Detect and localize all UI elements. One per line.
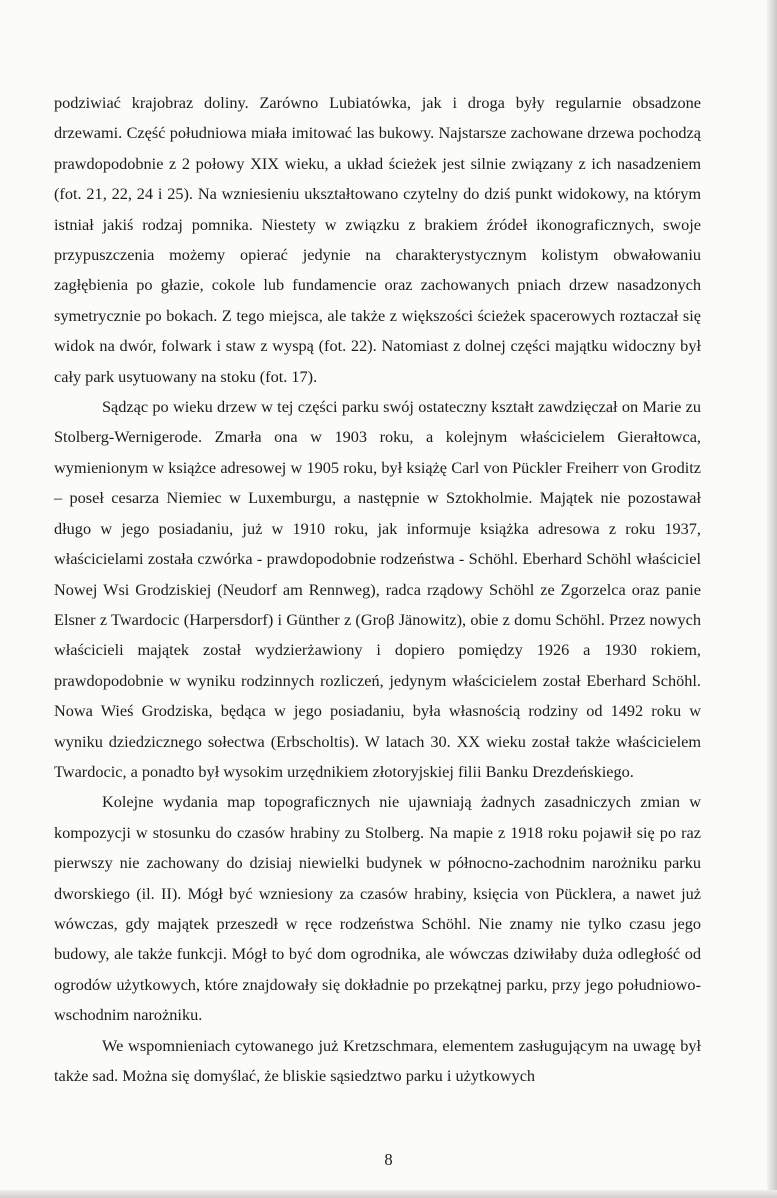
- paragraph-3: Kolejne wydania map topograficznych nie ujawniają żadnych zasadniczych zmian w kompozycji w stosunku do czasów hrabiny zu Stolberg. Na mapie z 1918 roku pojawił się po raz pierwszy nie zachowany do dzisiaj niewielki budynek w północno-zachodnim narożniku parku dworskiego (il. II). Mógł być wzniesiony za czasów hrabiny, księcia von Pücklera, a nawet już wówczas, gdy majątek przeszedł w ręce rodzeństwa Schöhl. Nie znamy nie tylko czasu jego budowy, ale także funkcji. Mógł to być dom ogrodnika, ale wówczas dziwiłaby duża odległość od ogrodów użytkowych, które znajdowały się dokładnie po przekątnej parku, przy jego południowo-wschodnim narożniku.: [54, 792, 701, 1025]
- body-text: [54, 88, 701, 1091]
- paragraph-1: podziwiać krajobraz doliny. Zarówno Lubiatówka, jak i droga były regularnie obsadzone drzewami. Część południowa miała imitować las bukowy. Najstarsze zachowane drzewa pochodzą prawdopodobnie z 2 połowy XIX wieku, a układ ścieżek jest silnie związany z ich nasadzeniem (fot. 21, 22, 24 i 25). Na wzniesieniu ukształtowano czytelny do dziś punkt widokowy, na którym istniał jakiś rodzaj pomnika. Niestety w związku z brakiem źródeł ikonograficznych, swoje przypuszczenia możemy opierać jedynie na charakterystycznym kolistym obwałowaniu zagłębienia po głazie, cokole lub fundamencie oraz zachowanych pniach drzew nasadzonych symetrycznie po bokach. Z tego miejsca, ale także z większości ścieżek spacerowych roztaczał się widok na dwór, folwark i staw z wyspą (fot. 22). Natomiast z dolnej części majątku widoczny był cały park usytuowany na stoku (fot. 17).: [54, 93, 701, 386]
- paragraph-2: Sądząc po wieku drzew w tej części parku swój ostateczny kształt zawdzięczał on Marie zu Stolberg-Wernigerode. Zmarła ona w 1903 roku, a kolejnym właścicielem Gierałtowca, wymienionym w książce adresowej w 1905 roku, był książę Carl von Pückler Freiherr von Groditz – poseł cesarza Niemiec w Luxemburgu, a następnie w Sztokholmie. Majątek nie pozostawał długo w jego posiadaniu, już w 1910 roku, jak informuje książka adresowa z roku 1937, właścicielami została czwórka - prawdopodobnie rodzeństwa - Schöhl. Eberhard Schöhl właściciel Nowej Wsi Grodziskiej (Neudorf am Rennweg), radca rządowy Schöhl ze Zgorzelca oraz panie Elsner z Twardocic (Harpersdorf) i Günther z (Groβ Jänowitz), obie z domu Schöhl. Przez nowych właścicieli majątek został wydzierżawiony i dopiero pomiędzy 1926 a 1930 rokiem, prawdopodobnie w wyniku rodzinnych rozliczeń, jedynym właścicielem został Eberhard Schöhl. Nowa Wieś Grodziska, będąca w jego posiadaniu, była własnością rodziny od 1492 roku w wyniku dziedzicznego sołectwa (Erbscholtis). W latach 30. XX wieku został także właścicielem Twardocic, a ponadto był wysokim urzędnikiem złotoryjskiej filii Banku Drezdeńskiego.: [54, 397, 701, 781]
- paragraph-4: We wspomnieniach cytowanego już Kretzschmara, elementem zasługującym na uwagę był także sad. Można się domyślać, że bliskie sąsiedztwo parku i użytkowych: [54, 1035, 701, 1085]
- page-bottom-shadow: [0, 1190, 777, 1198]
- page-number: 8: [384, 1150, 393, 1169]
- page-edge-shadow: [767, 0, 777, 1198]
